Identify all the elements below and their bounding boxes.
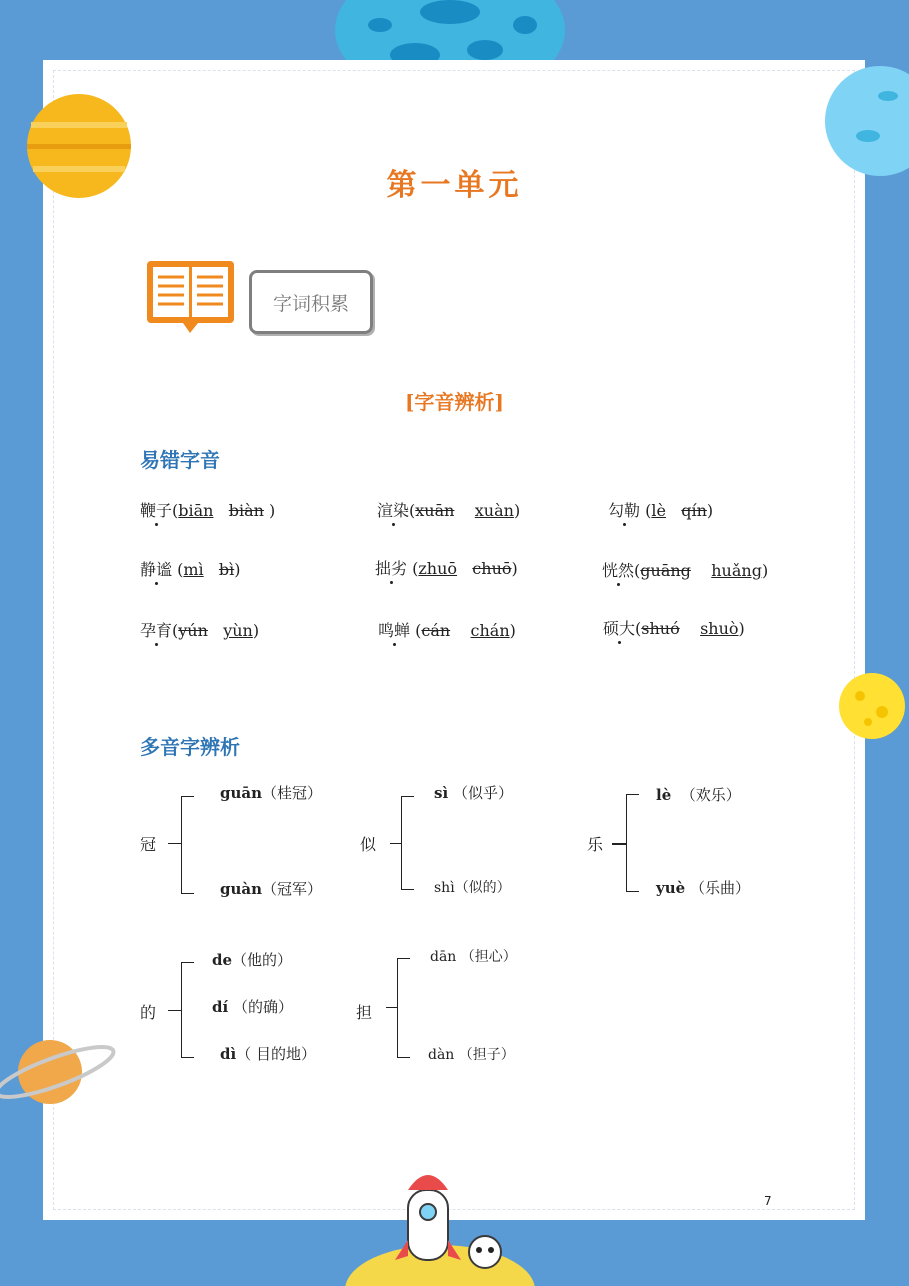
bracket-tick — [386, 1007, 397, 1008]
paren-close: ) — [252, 621, 260, 640]
reading — [220, 878, 322, 899]
paren-open: ( — [409, 501, 416, 520]
paren-close: ) — [761, 561, 769, 580]
bracket-tick — [390, 843, 401, 844]
paren-close: ) — [738, 619, 745, 638]
bracket — [397, 958, 410, 1058]
wrong-pinyin: cán — [421, 621, 451, 640]
confusable-item — [375, 556, 518, 579]
paren-close: ) — [509, 621, 516, 640]
correct-pinyin: huǎng — [711, 561, 762, 580]
confusable-heading: 易错字音 — [140, 448, 220, 472]
reading-example: （担心） — [460, 949, 517, 965]
confusable-item — [602, 558, 768, 581]
reading-example: （ 目的地） — [236, 1045, 316, 1063]
polyphonic-char: 担 — [356, 1003, 373, 1022]
reading — [220, 782, 322, 803]
correct-pinyin: biān — [178, 501, 214, 520]
bracket — [401, 796, 414, 890]
polyphonic-char: 的 — [140, 1003, 157, 1022]
wrong-pinyin: yún — [178, 621, 208, 640]
paren-close: ) — [706, 501, 714, 520]
correct-pinyin: yùn — [223, 621, 253, 640]
wrong-pinyin: xuān — [415, 501, 455, 520]
reading-pinyin: yuè — [656, 879, 686, 897]
reading-example: （似乎） — [452, 784, 513, 802]
bracket-tick — [612, 843, 626, 845]
page-number: 7 — [764, 1194, 772, 1208]
wrong-pinyin: qín — [681, 501, 707, 520]
reading-example: （桂冠） — [262, 784, 323, 802]
wrong-pinyin: shuó — [641, 619, 680, 638]
word: 拙劣 — [375, 556, 407, 579]
word: 勾勒 — [608, 498, 640, 521]
confusable-item — [603, 616, 745, 639]
wrong-pinyin: chuō — [472, 559, 512, 578]
confusable-item — [377, 498, 520, 521]
paren-close: ) — [513, 501, 521, 520]
correct-pinyin: xuàn — [474, 501, 514, 520]
page-title: 第一单元 — [386, 168, 523, 203]
paren-close: ) — [269, 501, 276, 520]
reading-example: （乐曲） — [689, 879, 750, 897]
correct-pinyin: mì — [183, 560, 204, 579]
reading — [656, 784, 741, 805]
confusable-item — [140, 618, 259, 641]
reading — [212, 949, 292, 970]
bracket-tick — [168, 1010, 181, 1011]
word: 静谧 — [140, 557, 172, 580]
reading — [220, 1043, 316, 1064]
reading-example: （冠军） — [262, 880, 323, 898]
word: 恍然 — [602, 558, 634, 581]
rocket-illustration — [340, 1160, 540, 1286]
reading-pinyin: guàn — [220, 880, 263, 898]
bracket — [181, 796, 194, 894]
bracket-tick — [168, 843, 181, 844]
paren-open: ( — [415, 621, 422, 640]
reading-example: （欢乐） — [680, 786, 741, 804]
paren-open: ( — [177, 560, 184, 579]
confusable-item — [140, 557, 241, 580]
word: 孕育 — [140, 618, 172, 641]
reading-pinyin: sì — [434, 784, 449, 802]
polyphonic-heading: 多音字辨析 — [140, 735, 240, 759]
reading-pinyin: dí — [212, 998, 229, 1016]
reading-example: （似的） — [454, 880, 511, 896]
word: 鸣蝉 — [378, 618, 410, 641]
reading — [434, 782, 513, 803]
small-yellow-planet-icon — [838, 672, 906, 740]
reading — [212, 996, 293, 1017]
subheading: [字音辨析] — [405, 390, 504, 414]
polyphonic-char: 似 — [360, 835, 377, 854]
book-icon — [143, 255, 238, 335]
polyphonic-char: 乐 — [587, 835, 604, 854]
wrong-pinyin: bì — [218, 560, 235, 579]
reading-pinyin: de — [212, 951, 233, 969]
paren-open: ( — [172, 621, 179, 640]
paren-close: ) — [511, 559, 518, 578]
reading-pinyin: dàn — [428, 1047, 455, 1063]
correct-pinyin: lè — [651, 501, 666, 520]
reading-pinyin: lè — [656, 786, 672, 804]
confusable-item — [140, 498, 275, 521]
ringed-planet-icon — [0, 1030, 120, 1120]
correct-pinyin: zhuō — [418, 559, 458, 578]
polyphonic-char: 冠 — [140, 835, 157, 854]
paren-open: ( — [645, 501, 652, 520]
reading-pinyin: guān — [220, 784, 263, 802]
reading — [430, 946, 517, 966]
reading-example: （担子） — [458, 1047, 515, 1063]
reading — [428, 1044, 515, 1064]
wrong-pinyin: biàn — [228, 501, 264, 520]
word-char-1: 鞭子 — [140, 498, 172, 521]
paren-close: ) — [234, 560, 241, 579]
paren-open: ( — [635, 619, 642, 638]
confusable-item — [608, 498, 713, 521]
reading-example: （的确） — [232, 998, 293, 1016]
paren-open: ( — [634, 561, 641, 580]
bracket — [626, 794, 639, 892]
reading-pinyin: dān — [430, 949, 457, 965]
bracket — [181, 962, 194, 1058]
wrong-pinyin: guāng — [640, 561, 691, 580]
reading-pinyin: dì — [220, 1045, 237, 1063]
reading — [656, 877, 750, 898]
correct-pinyin: shuò — [700, 619, 739, 638]
section-box-label: 字词积累 — [249, 270, 373, 334]
reading-example: （他的） — [232, 951, 293, 969]
reading-pinyin: shì — [434, 880, 455, 896]
paren-open: ( — [172, 501, 179, 520]
confusable-item — [378, 618, 516, 641]
correct-pinyin: chán — [470, 621, 510, 640]
word: 渲染 — [377, 498, 409, 521]
word: 硕大 — [603, 616, 635, 639]
paren-open: ( — [412, 559, 419, 578]
reading — [434, 877, 511, 897]
